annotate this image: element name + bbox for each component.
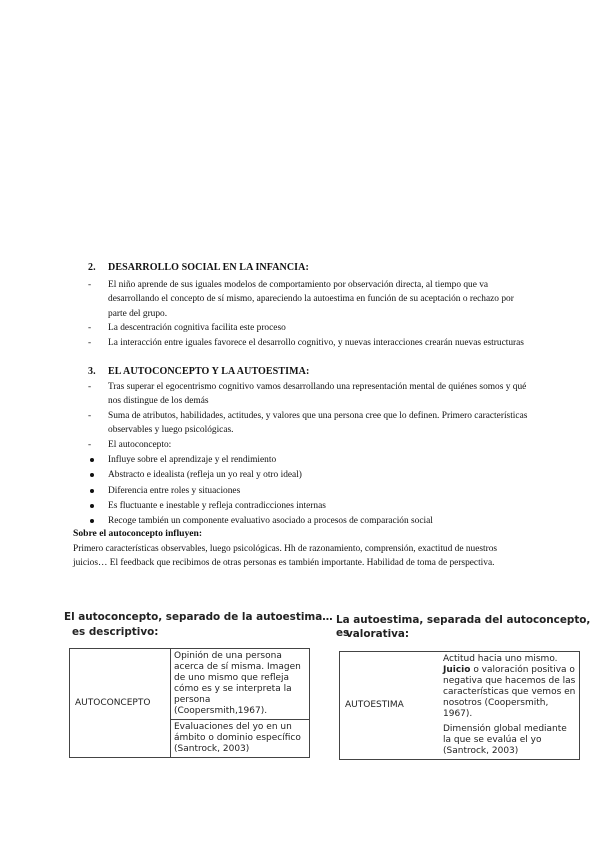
section-3-number: 3. [88,366,96,377]
list-item-text: La interacción entre iguales favorece el desarrollo cognitivo, y nuevas interacciones crearán nuevas estructuras [108,338,524,348]
autoconcepto-table [69,648,310,758]
list-item [88,380,528,409]
list-item [88,438,528,452]
bullet-item [88,468,528,482]
autoconcepto-definition: Opinión de una persona acerca de sí misma. Imagen de uno mismo que refleja cómo es y se interpreta la persona (Coopersmith,1967). [171,649,310,720]
bullet-text: Abstracto e idealista (refleja un yo real y otro ideal) [108,470,302,480]
right-figure-caption-line1: La autoestima, separada del autoconcepto, es [336,614,591,639]
autoestima-definition-rest: o valoración positiva o negativa que hacemos de las características que vemos en nosotros (Coopersmith, 1967). [443,665,576,719]
list-item-text: El autoconcepto: [108,440,172,450]
section-2-heading [88,262,309,273]
bullet-icon [90,519,94,523]
bullet-text: Influye sobre el aprendizaje y el rendimiento [108,455,277,465]
bullet-text: Diferencia entre roles y situaciones [108,486,241,496]
bullet-icon [90,473,94,477]
influences-heading: Sobre el autoconcepto influyen: [73,528,203,539]
list-item [88,278,528,321]
list-item-text: El niño aprende de sus iguales modelos de comportamiento por observación directa, al tiempo que va desarrollando el concepto de sí mismo, apareciendo la autoestima en función de su aceptación o rechazo por parte del grupo. [108,280,514,319]
section-2-title: DESARROLLO SOCIAL EN LA INFANCIA: [108,262,309,273]
autoestima-table [339,651,580,760]
autoestima-label: AUTOESTIMA [340,652,441,760]
bullet-icon [90,504,94,508]
dash-marker: - [88,411,92,421]
bullet-text: Es fluctuante e inestable y refleja contradicciones internas [108,501,326,511]
list-item [88,336,528,350]
dash-marker: - [88,280,92,290]
bullet-icon [90,458,94,462]
bullet-item [88,514,528,528]
autoestima-definition-text: Actitud hacia uno mismo. [443,654,558,664]
bullet-item [88,499,528,513]
list-item [88,321,528,335]
dash-marker: - [88,338,92,348]
list-item [88,409,528,438]
autoestima-definition [440,652,580,723]
list-item-text: La descentración cognitiva facilita este proceso [108,323,286,333]
dash-marker: - [88,323,92,333]
right-figure-caption-line2: valorativa: [346,628,410,640]
dash-marker: - [88,382,92,392]
list-item-text: Suma de atributos, habilidades, actitudes, y valores que una persona cree que lo definen. Primero características observables y luego psicológicas. [108,411,528,436]
juicio-bold: Juicio [443,665,471,675]
bullet-icon [90,489,94,493]
autoconcepto-evaluation: Evaluaciones del yo en un ámbito o dominio específico (Santrock, 2003) [171,720,310,758]
influences-paragraph: Primero características observables, luego psicológicas. Hh de razonamiento, comprensión, exactitud de nuestros juicios… El feedback que recibimos de otras personas es también importante. Habilidad de toma de perspectiva. [73,544,498,569]
left-figure-caption-line1: El autoconcepto, separado de la autoestima… [64,611,333,623]
autoconcepto-label: AUTOCONCEPTO [70,649,171,758]
bullet-item [88,484,528,498]
bullet-text: Recoge también un componente evaluativo asociado a procesos de comparación social [108,516,433,526]
left-figure-caption-line2: es descriptivo: [72,626,159,638]
section-3-heading [88,366,309,377]
dash-marker: - [88,440,92,450]
section-3-title: EL AUTOCONCEPTO Y LA AUTOESTIMA: [108,366,310,377]
bullet-item [88,453,528,467]
autoestima-global: Dimensión global mediante la que se evalúa el yo (Santrock, 2003) [440,722,580,760]
section-2-number: 2. [88,262,96,273]
list-item-text: Tras superar el egocentrismo cognitivo vamos desarrollando una representación mental de quiénes somos y qué nos distingue de los demás [108,382,527,407]
